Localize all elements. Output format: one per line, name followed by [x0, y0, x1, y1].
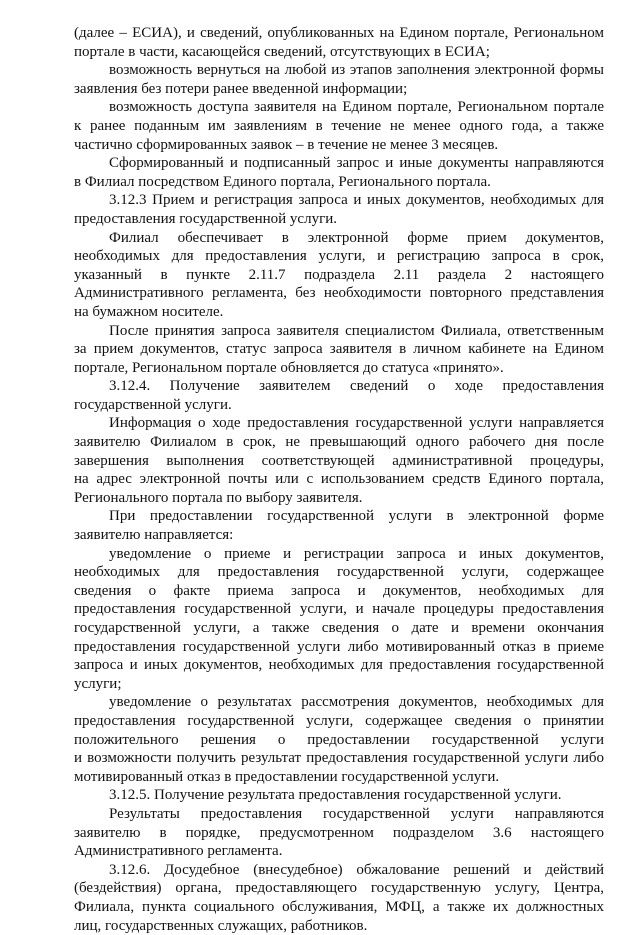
text-line: уведомление о приеме и регистрации запроса и иных документов,	[74, 545, 604, 564]
text-line: возможность вернуться на любой из этапов заполнения электронной формы	[74, 61, 604, 80]
text-line: заявителю в порядке, предусмотренном подразделом 3.6 настоящего	[74, 824, 604, 843]
text-line: После принятия запроса заявителя специалистом Филиала, ответственным	[74, 322, 604, 341]
text-line: Административного регламента.	[74, 842, 604, 861]
text-line: (бездействия) органа, предоставляющего государственную услугу, Центра,	[74, 879, 604, 898]
text-line: запроса и иных документов, необходимых для предоставления государственной	[74, 656, 604, 675]
text-line: портале, Региональном портале обновляется до статуса «принято».	[74, 359, 604, 378]
document-page	[74, 24, 604, 935]
text-line: заявителю Филиалом в срок, не превышающий одного рабочего дня после	[74, 433, 604, 452]
text-line: необходимых для предоставления услуги, и регистрацию запроса в срок,	[74, 247, 604, 266]
text-line: необходимых для предоставления государственной услуги, содержащее	[74, 563, 604, 582]
text-line: услуги;	[74, 675, 604, 694]
text-line: Результаты предоставления государственной услуги направляются	[74, 805, 604, 824]
text-line: Регионального портала по выбору заявителя.	[74, 489, 604, 508]
text-line: предоставления государственной услуги.	[74, 210, 604, 229]
text-line: Сформированный и подписанный запрос и иные документы направляются	[74, 154, 604, 173]
text-line: на адрес электронной почты или с использованием средств Единого портала,	[74, 470, 604, 489]
text-line: к ранее поданным им заявлениям в течение не менее одного года, а также	[74, 117, 604, 136]
text-line: 3.12.5. Получение результата предоставления государственной услуги.	[74, 786, 604, 805]
text-line: заявления без потери ранее введенной информации;	[74, 80, 604, 99]
text-line: указанный в пункте 2.11.7 подраздела 2.11 раздела 2 настоящего	[74, 266, 604, 285]
text-line: портале в части, касающейся сведений, отсутствующих в ЕСИА;	[74, 43, 604, 62]
text-line: положительного решения о предоставлении государственной услуги	[74, 731, 604, 750]
text-line: 3.12.4. Получение заявителем сведений о ходе предоставления	[74, 377, 604, 396]
text-line: государственной услуги, а также сведения о дате и времени окончания	[74, 619, 604, 638]
text-line: При предоставлении государственной услуги в электронной форме	[74, 507, 604, 526]
text-line: 3.12.3 Прием и регистрация запроса и иных документов, необходимых для	[74, 191, 604, 210]
text-line: предоставления государственной услуги либо мотивированный отказ в приеме	[74, 638, 604, 657]
text-line: Информация о ходе предоставления государственной услуги направляется	[74, 414, 604, 433]
text-line: сведения о факте приема запроса и документов, необходимых для	[74, 582, 604, 601]
text-line: Филиал обеспечивает в электронной форме прием документов,	[74, 229, 604, 248]
text-line: предоставления государственной услуги, и начале процедуры предоставления	[74, 600, 604, 619]
text-line: и возможности получить результат предоставления государственной услуги либо	[74, 749, 604, 768]
text-line: 3.12.6. Досудебное (внесудебное) обжалование решений и действий	[74, 861, 604, 880]
text-line: Административного регламента, без необходимости повторного представления	[74, 284, 604, 303]
text-line: (далее – ЕСИА), и сведений, опубликованных на Едином портале, Региональном	[74, 24, 604, 43]
text-line: за прием документов, статус запроса заявителя в личном кабинете на Едином	[74, 340, 604, 359]
text-line: возможность доступа заявителя на Едином портале, Региональном портале	[74, 98, 604, 117]
text-line: в Филиал посредством Единого портала, Регионального портала.	[74, 173, 604, 192]
text-line: мотивированный отказ в предоставлении государственной услуги.	[74, 768, 604, 787]
text-line: заявителю направляется:	[74, 526, 604, 545]
text-line: предоставления государственной услуги, содержащее сведения о принятии	[74, 712, 604, 731]
text-line: на бумажном носителе.	[74, 303, 604, 322]
text-line: лиц, государственных служащих, работников.	[74, 917, 604, 935]
text-line: уведомление о результатах рассмотрения документов, необходимых для	[74, 693, 604, 712]
text-line: частично сформированных заявок – в течение не менее 3 месяцев.	[74, 136, 604, 155]
text-line: государственной услуги.	[74, 396, 604, 415]
text-line: завершения выполнения соответствующей административной процедуры,	[74, 452, 604, 471]
text-line: Филиала, пункта социального обслуживания, МФЦ, а также их должностных	[74, 898, 604, 917]
